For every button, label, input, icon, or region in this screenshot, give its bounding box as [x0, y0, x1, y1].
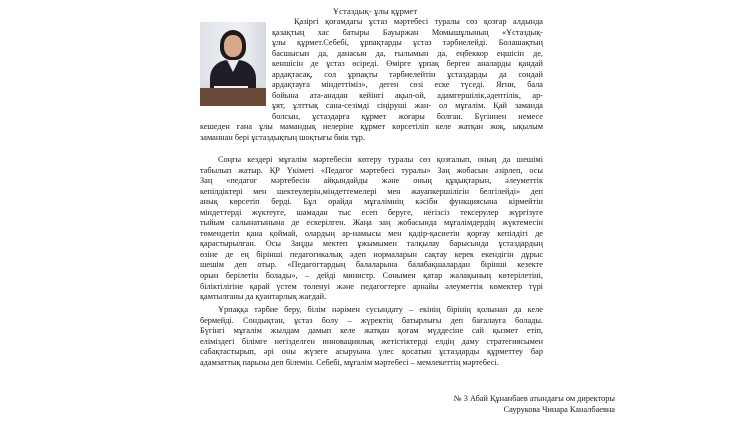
text-line: кешеден ғана ұлы мамандық иелеріне құрмет көрсетіліп келе жатқан жоқ, ықылым — [200, 122, 543, 132]
text-line: орын берілетін болады», – дейді министр. Сонымен қатар жалақының көтерілетіні, — [200, 271, 543, 281]
paragraph-intro — [0, 17, 750, 144]
text-line: Бүгінгі мұғалім жылдам дамып келе жатқан қоғам мүддесіне сай қызмет етіп, — [200, 326, 543, 336]
text-line: анық көрсетіп берді. Бұл орайда мұғалімнің кәсіби функциясына кірмейтін — [200, 197, 543, 207]
text-line: қазақтың хас батыры Бауыржан Момышұлының «Ұстаздық- — [272, 27, 543, 37]
text-line: ардақтасақ, сол ұрпақты тәрбиелейтін ұстаздарды да сондай — [272, 69, 543, 79]
text-line: кеншісін де ұстаз өсіреді. Өмірге ұрпақ берген аналарды қандай — [272, 59, 543, 69]
text-line: басшысын да, данасын да, ғылымын да, еңбеккор еңшісін де, — [272, 48, 543, 58]
text-line: табылып жатыр. ҚР Үкіметі «Педагог мәртебесі туралы» Заң жобасын әзірлеп, осы — [200, 165, 543, 175]
text-line: бермейді. Сондықтан, ұстаз болу – жүректің батырлығы деп бағалауға болады. — [200, 315, 543, 325]
paragraph-conclusion — [0, 305, 750, 368]
text-line: болсын, ұстаздарға құрмет жоғары болған. Бүгіннен немесе — [272, 111, 543, 121]
text-line: еліміздегі білімге негізделген инновациялық жетістіктерді елдің даму стратегиясымен — [200, 336, 543, 346]
text-line: қамтылғаны да қуантарлық жағдай. — [200, 292, 327, 302]
text-line: ұлы құрмет.Себебі, ұрпақтарды ұстаз тәрбиелейді. Болашақтың — [272, 38, 543, 48]
signature-position: № 3 Абай Құнанбаев атындағы ом директоры — [453, 394, 615, 403]
document-title: Ұстаздық- ұлы құрмет — [332, 6, 418, 16]
paragraph-status-law — [0, 155, 750, 303]
text-line: кепілдіктері мен шектеулерін,міндеттемелері мен жауапкершілігін белгілейді» деп — [200, 186, 543, 196]
text-line: өзіне де ең бірінші педагогикалық әдеп нормаларын сақтау керек екендігін дұрыс — [200, 249, 543, 259]
text-line: Соңғы кездері мұғалім мәртебесін көтеру туралы сөз қозғалып, оның да шешімі — [218, 155, 543, 164]
text-line: міндеттерді жүктеуге, шамадан тыс есеп беруге, негізсіз тексерулер жүргізуге — [200, 207, 543, 217]
text-line: ұят, ұлттық сана-сезімді сіңіруші жан- ол мұғалім. Қай заманда — [272, 101, 543, 111]
text-line: Қазіргі қоғамдағы ұстаз мәртебесі туралы сөз қозғар алдында — [294, 17, 543, 26]
signature-name: Саурукова Чинара Каналбаевна — [503, 405, 615, 414]
text-line: қарастырылған. Осы Заңды мектеп ұжымымен талқылау барысында ұстаздардың — [200, 239, 543, 249]
text-line: шешім деп отыр. «Педагогтардың балаларына балабақшалардан бірінші кезекте — [200, 260, 543, 270]
text-line: бойына ата-анадан кейінгі ақыл-ой, адамгершілік,әдептілік, ар- — [272, 90, 543, 100]
text-line: Ұрпаққа тәрбие беру, білім нәрімен сусындату – екінің бірінің қолынан да келе — [218, 305, 543, 314]
text-line: біліктілігіне қарай үстем төленуі және педагогтерге арнайы әлеуметтік көмектер түрі — [200, 281, 543, 291]
text-line: заманнан бері ұстаздықтың шоқтығы биік тұр. — [200, 133, 366, 143]
text-line: төмендетіп қана қоймай, олардың ар-намысы мен қадір-қасиетін қорғау кепілдігі де — [200, 228, 543, 238]
text-line: ардақтауға міндеттіміз», деген сөзі еске түседі. Яғни, бала — [272, 80, 543, 90]
text-line: сабақтастырып, әрі оны жүзеге асыруына үлес қосатын ұстаздарды құрметтеу бар — [200, 347, 543, 357]
text-line: Заң «педагог мәртебесін айқындайды және оның құқықтарын, әлеуметтік — [200, 176, 543, 186]
text-line: адамзаттық парызы деп білемін. Себебі, мұғалім мәртебесі – мемлекеттің мәртебесі. — [200, 357, 499, 367]
text-line: тыйым салынатынына де ескерілген. Жаңа заң жобасында мұғалімдердің жүктемесін — [200, 218, 543, 228]
